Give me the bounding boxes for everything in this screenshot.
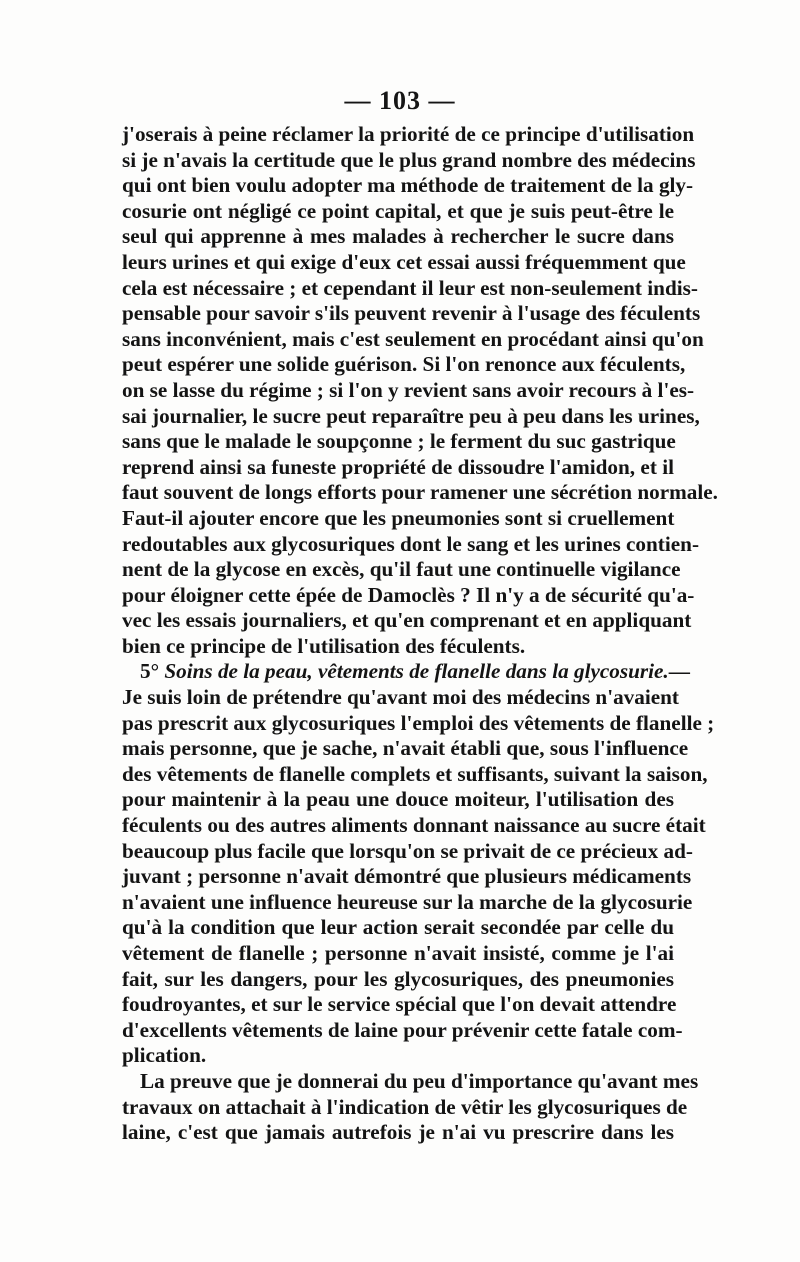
- text-line: cela est nécessaire ; et cependant il leur est non-seulement indis-: [122, 275, 698, 300]
- text-line: féculents ou des autres aliments donnant naissance au sucre était: [122, 813, 706, 838]
- text-line: sai journalier, le sucre peut reparaître peu à peu dans les urines,: [122, 403, 700, 428]
- text-line: on se lasse du régime ; si l'on y revient sans avoir recours à l'es-: [122, 377, 695, 402]
- section-heading-dash: —: [668, 659, 690, 684]
- text-line: leurs urines et qui exige d'eux cet essai aussi fréquemment que: [122, 249, 686, 274]
- text-line: foudroyantes, et sur le service spécial que l'on devait attendre: [122, 992, 677, 1017]
- text-line: Je suis loin de prétendre qu'avant moi des médecins n'avaient: [122, 685, 679, 710]
- text-line: sans inconvénient, mais c'est seulement en procédant ainsi qu'on: [122, 326, 704, 351]
- text-line: nent de la glycose en excès, qu'il faut une continuelle vigilance: [122, 557, 681, 582]
- text-line: peut espérer une solide guérison. Si l'on renonce aux féculents,: [122, 352, 686, 377]
- page-number: — 103 —: [344, 86, 456, 115]
- paragraph-3: [122, 1068, 699, 1146]
- section-heading: Soins de la peau, vêtements de flanelle dans la glycosurie.: [164, 659, 669, 684]
- body-text: [122, 122, 718, 1146]
- paragraph-1: [122, 122, 718, 659]
- paragraph-2: [122, 659, 715, 1069]
- text-line: juvant ; personne n'avait démontré que plusieurs médicaments: [122, 864, 692, 889]
- text-line: cosurie ont négligé ce point capital, et que je suis peut-être le: [122, 198, 674, 223]
- text-line: si je n'avais la certitude que le plus grand nombre des médecins: [122, 147, 696, 172]
- text-line: sans que le malade le soupçonne ; le ferment du suc gastrique: [122, 429, 676, 454]
- text-line: vêtement de flanelle ; personne n'avait insisté, comme je l'ai: [122, 941, 674, 965]
- text-line: vec les essais journaliers, et qu'en comprenant et en appliquant: [122, 608, 692, 633]
- text-line: seul qui apprenne à mes malades à rechercher le sucre dans: [122, 224, 674, 249]
- text-line: n'avaient une influence heureuse sur la marche de la glycosurie: [122, 889, 693, 914]
- text-line: d'excellents vêtements de laine pour prévenir cette fatale com-: [122, 1017, 683, 1042]
- text-line: laine, c'est que jamais autrefois je n'ai vu prescrire dans les: [122, 1120, 674, 1145]
- text-line: reprend ainsi sa funeste propriété de dissoudre l'amidon, et il: [122, 454, 674, 479]
- text-line: bien ce principe de l'utilisation des féculents.: [122, 633, 526, 658]
- text-line: des vêtements de flanelle complets et suffisants, suivant la saison,: [122, 761, 708, 786]
- text-line: pour éloigner cette épée de Damoclès ? Il n'y a de sécurité qu'a-: [122, 582, 695, 607]
- text-line: pour maintenir à la peau une douce moiteur, l'utilisation des: [122, 787, 674, 812]
- text-line: mais personne, que je sache, n'avait établi que, sous l'influence: [122, 736, 689, 761]
- text-line: pas prescrit aux glycosuriques l'emploi des vêtements de flanelle ;: [122, 710, 715, 735]
- text-line: qu'à la condition que leur action serait secondée par celle du: [122, 915, 674, 940]
- text-line: qui ont bien voulu adopter ma méthode de traitement de la gly-: [122, 173, 694, 198]
- text-line: faut souvent de longs efforts pour ramener une sécrétion normale.: [122, 480, 718, 505]
- section-number: 5°: [140, 659, 160, 684]
- text-line: fait, sur les dangers, pour les glycosuriques, des pneumonies: [122, 966, 674, 991]
- section-heading-line: [122, 659, 690, 685]
- text-line: j'oserais à peine réclamer la priorité de ce principe d'utilisation: [122, 122, 695, 146]
- text-line: redoutables aux glycosuriques dont le sang et les urines contien-: [122, 531, 699, 556]
- text-line: pensable pour savoir s'ils peuvent revenir à l'usage des féculents: [122, 301, 701, 326]
- text-line: beaucoup plus facile que lorsqu'on se privait de ce précieux ad-: [122, 838, 693, 863]
- text-line: La preuve que je donnerai du peu d'importance qu'avant mes: [140, 1068, 699, 1093]
- text-line: travaux on attachait à l'indication de vêtir les glycosuriques de: [122, 1094, 688, 1119]
- text-line: plication.: [122, 1043, 207, 1068]
- text-line: Faut-il ajouter encore que les pneumonies sont si cruellement: [122, 505, 675, 530]
